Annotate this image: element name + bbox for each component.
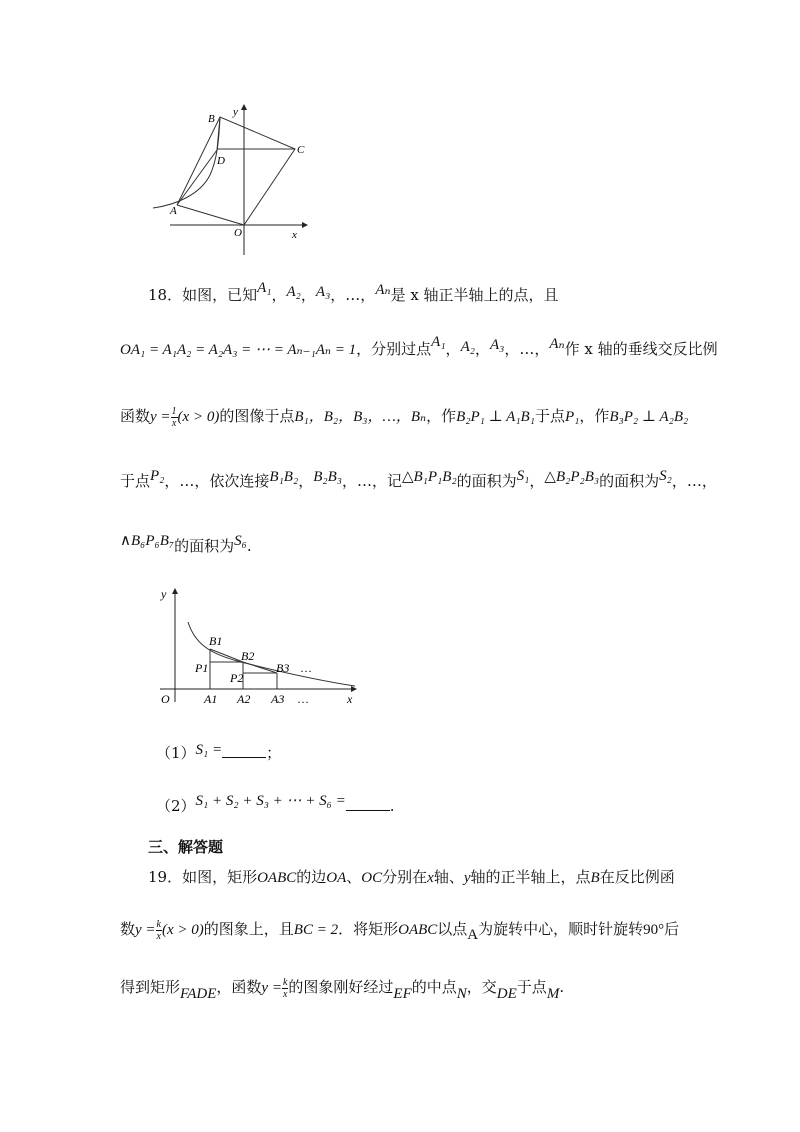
q18-equal-segments: OA₁ = A₁A₂ = A₂A₃ = ⋯ = Aₙ₋₁Aₙ = 1: [120, 342, 357, 358]
q19-func2-num: k: [282, 976, 288, 988]
q19-point-m: M: [546, 986, 560, 1002]
fig2-label-x: x: [347, 692, 353, 706]
q18-area-word-6: 的面积为: [174, 537, 235, 555]
q18-s6: S₆: [234, 533, 247, 549]
q18-func-den: x: [171, 417, 177, 429]
q19-line2-mid2: ．将矩形: [338, 920, 399, 938]
q18-sep: ，: [529, 472, 545, 490]
q18-line-5: [120, 535, 252, 556]
q18-a1: A₁: [257, 280, 272, 296]
q18-sep: ，: [300, 286, 316, 304]
q19-line1-mid2: 分别在: [382, 868, 428, 886]
q18-line3-mid: 的图像于点: [219, 407, 295, 425]
q18-line-4: [120, 470, 717, 491]
fig1-label-y: y: [233, 106, 238, 118]
q18-a1: A₁: [431, 334, 446, 350]
q19-line3-mid3: 的中点: [411, 978, 457, 996]
fig2-label-a2: A2: [237, 692, 251, 706]
q19-axis-word-2: 轴的正半轴上，点: [470, 868, 591, 886]
q19-line3-end: .: [559, 978, 565, 996]
q18-sep: ，…，: [330, 286, 376, 304]
q18-a3: A₃: [489, 337, 505, 353]
q19-line1-suffix: 在反比例函: [599, 868, 675, 886]
fig1-label-b: B: [208, 113, 215, 125]
q19-func-num: k: [156, 918, 161, 930]
q18-line3-mid2: ，作: [426, 407, 457, 425]
fig2-line-b2b3: [243, 662, 277, 673]
q19-x: x: [427, 870, 434, 886]
q18-part-2-expr: S₁ + S₂ + S₃ + ⋯ + S₆ =: [195, 793, 346, 809]
fig1-x-arrow: [302, 222, 308, 228]
q18-line4-mid2: ，…，记: [341, 472, 402, 490]
q18-p1: P₁: [564, 409, 580, 425]
fig2-label-b3: B3: [276, 661, 290, 675]
q18-line3-mid3: 于点: [534, 407, 565, 425]
fig2-label-b1: B1: [209, 634, 223, 648]
q18-seg-b1b2: B₁B₂: [269, 469, 299, 485]
fig2-label-o: O: [161, 692, 170, 706]
q19-side-oc: OC: [361, 870, 383, 886]
q18-a3: A₃: [315, 284, 331, 300]
q18-area-word-2: 的面积为: [599, 472, 660, 490]
q18-intro: 18．如图，已知: [148, 286, 258, 304]
q19-line2-mid3: 以点: [437, 920, 468, 938]
q19-degree: 90°: [643, 922, 665, 938]
q18-sep: ，: [445, 340, 461, 358]
q18-a2: A₂: [286, 284, 301, 300]
q18-part-2-number: （2）: [156, 797, 196, 815]
q19-line2-prefix: 数: [120, 920, 136, 938]
q19-rect-oabc-2: OABC: [398, 922, 438, 938]
q19-rect-fade: FADE: [180, 986, 217, 1002]
q18-line3-mid4: ，作: [579, 407, 610, 425]
q19-func-lhs: y =: [135, 922, 156, 938]
fig2-label-y: y: [161, 587, 167, 601]
q18-seg-b2b3: B₂B₃: [313, 469, 342, 485]
q19-point-n: N: [456, 986, 467, 1002]
fig2-label-a3: A3: [271, 692, 285, 706]
q18-perp-1: B₂P₁ ⊥ A₁B₁: [456, 409, 535, 425]
q19-func2-lhs: y =: [261, 980, 282, 996]
q19-sep: 、: [346, 868, 362, 886]
fig1-label-d: D: [217, 155, 225, 167]
q18-s1: S₁: [516, 468, 530, 484]
q18-triangle-1: △B₁P₁B₂: [401, 469, 457, 485]
q18-a2: A₂: [460, 339, 475, 355]
q19-line2-suffix: 后: [664, 920, 680, 938]
q19-func-den: x: [156, 930, 161, 942]
figure-2-diagram: [155, 582, 365, 712]
q18-part-1: [156, 742, 281, 763]
q18-line4-prefix: 于点: [120, 472, 151, 490]
q18-an: Aₙ: [375, 282, 391, 298]
fig2-label-p2: P2: [230, 671, 244, 685]
q19-intro: 19．如图，矩形: [148, 868, 258, 886]
q18-s2: S₂: [659, 468, 672, 484]
q18-line-2: [120, 334, 718, 359]
fig2-label-dots-axis: …: [297, 692, 309, 706]
q18-part-1-number: （1）: [156, 744, 196, 762]
q18-func-num: 1: [171, 405, 177, 417]
q18-func-cond: (x > 0): [177, 409, 220, 425]
q18-triangle-6: ∧B₆P₆B₇: [120, 533, 175, 549]
q18-triangle-2: △B₂P₂B₃: [544, 469, 600, 485]
fig1-square: [177, 117, 295, 225]
q19-point-b: B: [590, 870, 600, 886]
fig1-label-o: O: [234, 227, 242, 239]
q18-intro-suffix: 是 x 轴正半轴上的点，且: [390, 286, 559, 304]
q18-b-points: B₁，B₂，B₃，…，Bₙ: [294, 409, 427, 425]
q19-point-a: A: [467, 927, 479, 943]
q19-line3-mid: ，函数: [216, 978, 262, 996]
q18-p2: P₂: [150, 468, 165, 484]
q18-area-word-1: 的面积为: [456, 472, 517, 490]
q18-part-1-end: ；: [266, 744, 282, 762]
q19-line-1: [148, 866, 675, 887]
fig2-label-p1: P1: [195, 661, 209, 675]
q19-rect-oabc: OABC: [257, 870, 297, 886]
q19-func-cond: (x > 0): [162, 922, 204, 938]
fig2-hyperbola: [188, 622, 355, 686]
q19-bc-eq: BC = 2: [293, 922, 339, 938]
q19-line3-mid5: 于点: [516, 978, 547, 996]
q19-line2-mid4: 为旋转中心，顺时针旋转: [478, 920, 644, 938]
q18-function-word: 函数: [120, 407, 151, 425]
q18-func-fraction: [171, 406, 178, 429]
q19-func2-den: x: [282, 988, 288, 1000]
q19-line-2: [120, 918, 679, 942]
fig2-label-b2: B2: [241, 649, 255, 663]
q19-side-oa: OA: [326, 870, 347, 886]
q19-axis-word-1: 轴、: [433, 868, 464, 886]
fig2-label-dots-top: …: [300, 661, 312, 675]
q18-sep: ，: [298, 472, 314, 490]
q18-func-lhs: y =: [150, 409, 171, 425]
q19-line3-mid4: ，交: [466, 978, 497, 996]
fig2-y-arrow: [172, 588, 178, 594]
q18-line-3: [120, 405, 688, 429]
q18-line4-mid: ，…，依次连接: [164, 472, 270, 490]
q18-part-1-answer-blank[interactable]: [222, 745, 266, 758]
q19-segment-de: DE: [496, 986, 517, 1002]
q19-line3-mid2: 的图象刚好经过: [288, 978, 394, 996]
q18-part-2-end: .: [389, 797, 395, 815]
q18-sep: ，: [474, 340, 490, 358]
q18-sep: ，: [271, 286, 287, 304]
q19-line2-mid: 的图象上，且: [203, 920, 294, 938]
q18-an: Aₙ: [549, 336, 565, 352]
q19-line-3: [120, 976, 564, 1000]
q18-line5-end: .: [246, 537, 252, 555]
fig2-label-a1: A1: [204, 692, 218, 706]
fig1-label-x: x: [292, 229, 297, 241]
section-3-title: 三、解答题: [148, 838, 224, 856]
fig2-line-b1b2: [210, 649, 243, 662]
q18-part-2: [156, 795, 395, 816]
q18-part-2-answer-blank[interactable]: [346, 798, 390, 811]
fig1-label-c: C: [297, 144, 305, 156]
fig1-line-ad: [177, 150, 217, 205]
q18-part-1-expr: S₁ =: [195, 742, 223, 758]
q19-line1-mid: 的边: [296, 868, 327, 886]
fig1-label-a: A: [170, 205, 177, 217]
fig1-y-arrow: [241, 104, 247, 110]
q19-line3-prefix: 得到矩形: [120, 978, 181, 996]
q18-line4-end: ，…，: [671, 472, 717, 490]
q18-perp-2: B₃P₂ ⊥ A₂B₂: [609, 409, 689, 425]
figure-1-diagram: [145, 95, 315, 260]
q18-line2-suffix: 作 x 轴的垂线交反比例: [564, 340, 718, 358]
q18-line-1: [148, 280, 559, 305]
q19-y: y: [463, 870, 471, 886]
q19-segment-ef: EF: [393, 986, 412, 1002]
q18-sep: ，…，: [504, 340, 550, 358]
q18-line2-mid: ，分别过点: [356, 340, 432, 358]
fig1-curve: [153, 117, 220, 208]
